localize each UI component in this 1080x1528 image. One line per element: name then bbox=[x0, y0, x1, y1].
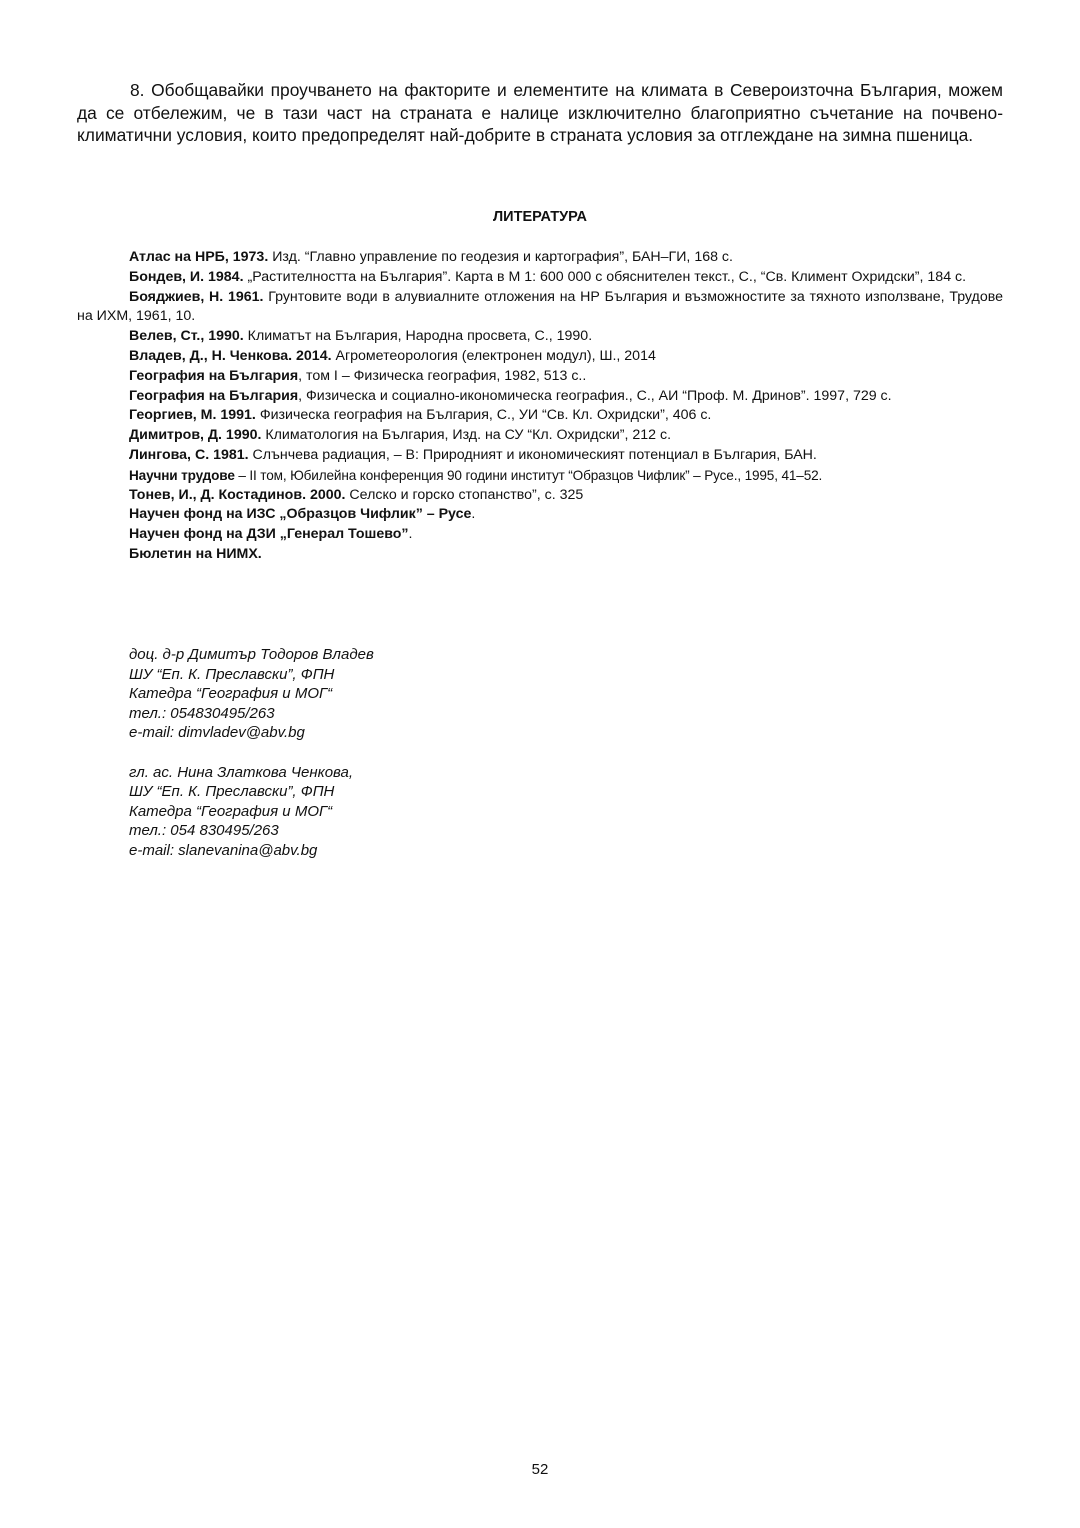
author-department: Катедра “География и МОГ“ bbox=[129, 802, 333, 820]
reference-item: Лингова, С. 1981. Слънчева радиация, – В: Природният и икономическият потенциал в България, БАН. bbox=[129, 446, 817, 463]
author-block bbox=[129, 763, 374, 861]
conclusion-paragraph: 8. Обобщавайки проучването на факторите и елементите на климата в Североизточна България, можем да се отбележим, че в тази част на страната е налице изключително благоприятно съчетание на почвено-климатични условия, които предопределят най-добрите в страната условия за отглеждане на зимна пшеница. bbox=[77, 80, 1003, 145]
reference-item: Димитров, Д. 1990. Климатология на България, Изд. на СУ “Кл. Охридски”, 212 с. bbox=[129, 427, 672, 444]
author-name: доц. д-р Димитър Тодоров Владев bbox=[129, 646, 374, 663]
reference-item: Бояджиев, Н. 1961. Грунтовите води в алувиалните отложения на НР България и възможностите за тяхното използване, Трудове на ИХМ, 1961, 10. bbox=[77, 288, 1003, 325]
reference-item: Бюлетин на НИМХ. bbox=[129, 545, 262, 562]
reference-item: Велев, Ст., 1990. Климатът на България, Народна просвета, С., 1990. bbox=[129, 328, 593, 345]
reference-item: Атлас на НРБ, 1973. Изд. “Главно управление по геодезия и картография”, БАН–ГИ, 168 с. bbox=[129, 249, 733, 265]
reference-item: Георгиев, М. 1991. Физическа география на България, С., УИ “Св. Кл. Охридски”, 406 с. bbox=[129, 407, 712, 424]
author-block bbox=[129, 645, 374, 743]
reference-item: Научни трудове – II том, Юбилейна конференция 90 години институт “Образцов Чифлик” – Русе., 1995, 41–52. bbox=[129, 467, 823, 483]
author-info bbox=[129, 645, 374, 880]
author-department: Катедра “География и МОГ“ bbox=[129, 685, 333, 703]
reference-item: Тонев, И., Д. Костадинов. 2000. Селско и горско стопанство”, с. 325 bbox=[129, 486, 584, 503]
author-affiliation: ШУ “Еп. К. Преславски”, ФПН bbox=[129, 665, 335, 683]
reference-list bbox=[77, 248, 1003, 565]
reference-item: Научен фонд на ДЗИ „Генерал Тошево”. bbox=[129, 526, 413, 543]
reference-item: Бондев, И. 1984. „Растителността на България”. Карта в М 1: 600 000 с обяснителен текст., С., “Св. Климент Охридски”, 184 с. bbox=[129, 268, 967, 285]
author-email: e-mail: dimvladev@abv.bg bbox=[129, 724, 305, 742]
literature-heading: ЛИТЕРАТУРА bbox=[492, 209, 588, 225]
author-phone: тел.: 054830495/263 bbox=[129, 704, 275, 722]
author-phone: тел.: 054 830495/263 bbox=[129, 822, 279, 840]
author-email: e-mail: slanevanina@abv.bg bbox=[129, 841, 318, 859]
author-affiliation: ШУ “Еп. К. Преславски”, ФПН bbox=[129, 783, 335, 801]
reference-item: Научен фонд на ИЗС „Образцов Чифлик” – Русе. bbox=[129, 506, 476, 523]
reference-item: Владев, Д., Н. Ченкова. 2014. Агрометеорология (електронен модул), Ш., 2014 bbox=[129, 347, 656, 364]
author-name: гл. ас. Нина Златкова Ченкова, bbox=[129, 763, 354, 781]
reference-item: География на България, Физическа и социално-икономическа география., С., АИ “Проф. М. Дринов”. 1997, 729 с. bbox=[129, 387, 892, 404]
reference-item: География на България, том I – Физическа география, 1982, 513 с.. bbox=[129, 367, 587, 384]
page-number: 52 bbox=[531, 1461, 549, 1478]
